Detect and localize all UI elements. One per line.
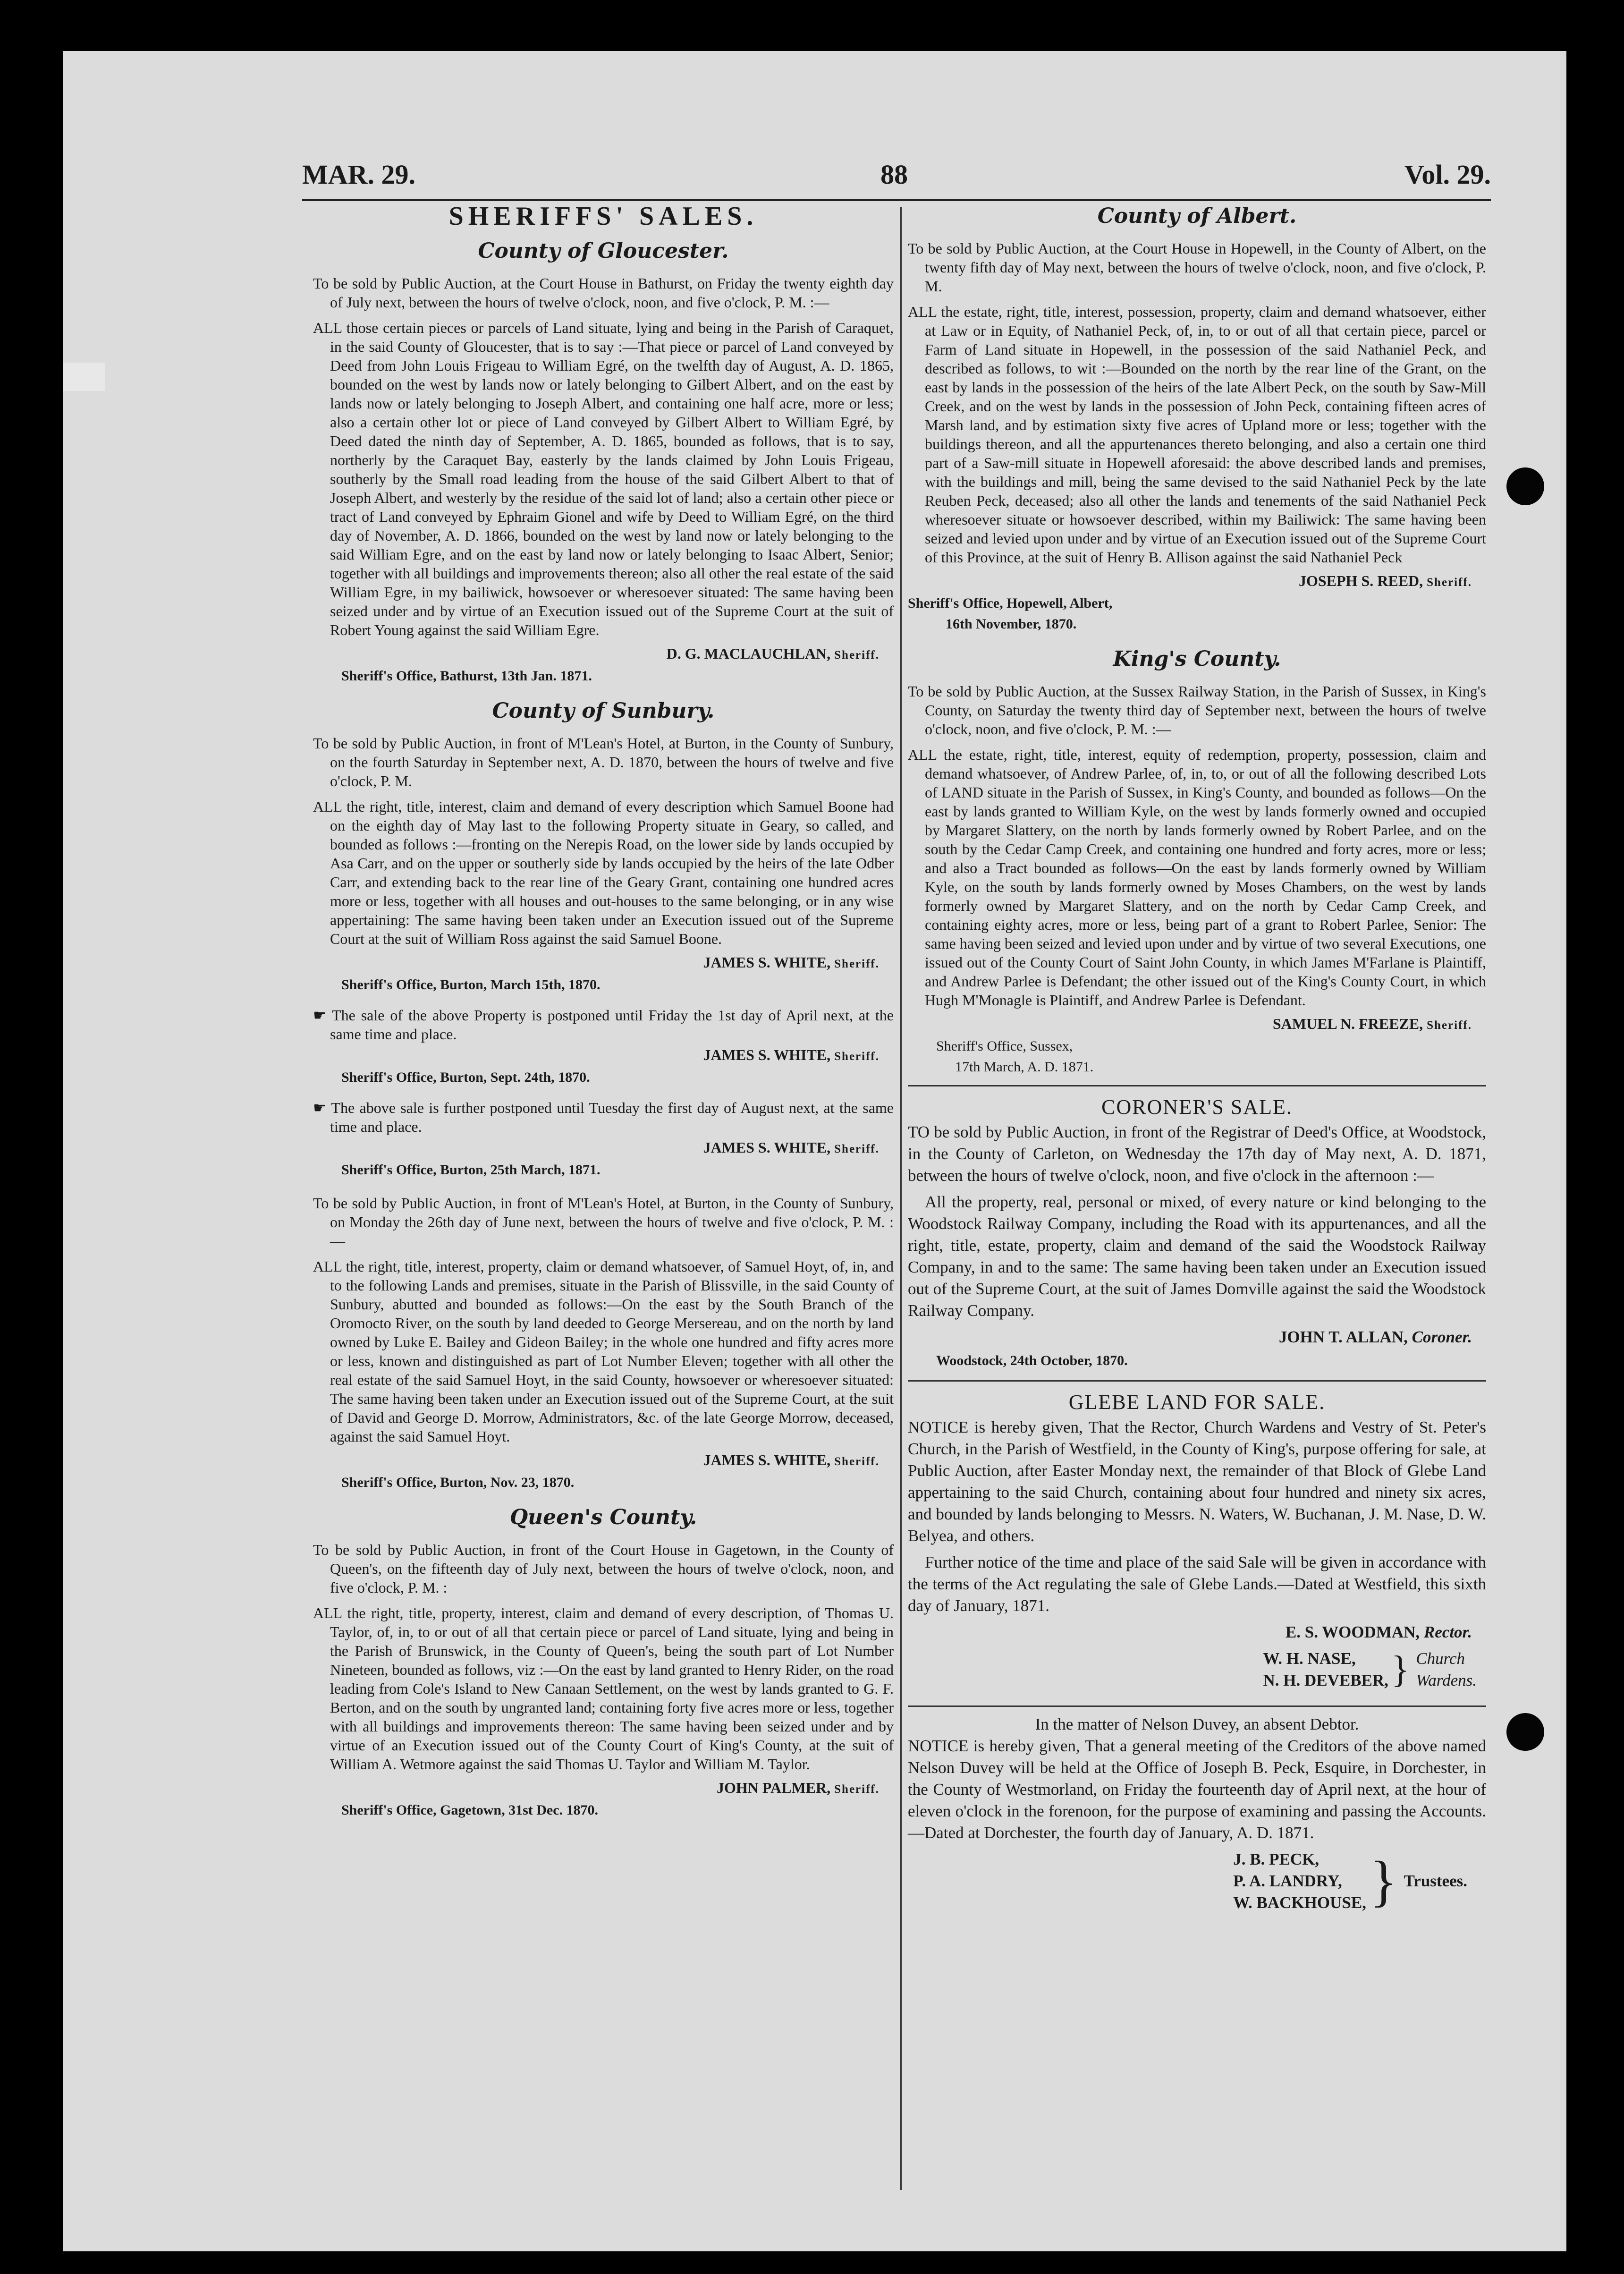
notice-title: In the matter of Nelson Duvey, an absent Debtor. bbox=[1035, 1715, 1359, 1733]
sale-intro: To be sold by Public Auction, at the Sussex Railway Station, in the Parish of Sussex, in King's County, on Saturday the twenty third day of September next, between the hours of twelve o'clock, noon, and five o'clock, P. M. :— bbox=[908, 683, 1486, 738]
sale-intro: To be sold by Public Auction, at the Court House in Bathurst, on Friday the twenty eighth day of July next, between the hours of twelve o'clock, noon, and five o'clock, P. M. :— bbox=[313, 275, 894, 311]
page-number: 88 bbox=[880, 159, 908, 190]
brace-icon: } bbox=[1391, 1649, 1410, 1690]
signature bbox=[313, 1138, 880, 1159]
signatory-role: Trustees. bbox=[1404, 1872, 1467, 1890]
office-line: 16th November, 1870. bbox=[946, 616, 1077, 632]
office-line: Sheriff's Office, Burton, 25th March, 1871. bbox=[341, 1162, 601, 1178]
office-line: Sheriff's Office, Burton, March 15th, 1870. bbox=[341, 977, 601, 993]
section-rule bbox=[908, 1380, 1486, 1382]
signatory-role: Sheriff. bbox=[834, 1143, 880, 1155]
sale-body: ALL those certain pieces or parcels of Land situate, lying and being in the Parish of Caraquet, in the said County of Gloucester, that is to say :—That piece or parcel of Land conveyed by Deed from John Louis Frigeau to William Egré, on the twelfth day of August, A. D. 1865, bounded on the west by lands now or lately belonging to Gilbert Albert, and on the east by lands now or lately belonging to Joseph Albert, and containing one half acre, more or less; also a certain other lot or piece of Land conveyed by Gilbert Albert to William Egré, by Deed dated the ninth day of September, A. D. 1865, bounded as follows, that is to say, northerly by the Caraquet Bay, easterly by the lands claimed by John Louis Frigeau, southerly by the Small road leading from the house of the said Gilbert Albert to that of Joseph Albert, and westerly by the residue of the said lot of land; also a certain other piece or tract of Land conveyed by Ephraim Gionel and wife by Deed to William Egré, on the third day of November, A. D. 1866, bounded on the west by land now or lately belonging to the said William Egre, and on the east by land now or lately belonging to Isaac Albert, Senior; together with all buildings and improvements thereon; also all other the real estate of the said William Egre, in my bailiwick, howsoever or wheresoever situated: The same having been seized under and by virtue of an Execution issued out of the Supreme Court at the suit of Robert Young against the said William Egre. bbox=[313, 319, 894, 638]
trustees-signatures bbox=[908, 1849, 1467, 1914]
signatory: JOSEPH S. REED, bbox=[1298, 572, 1423, 589]
signatory: JAMES S. WHITE, bbox=[703, 954, 831, 971]
signature bbox=[313, 644, 880, 665]
wardens-signatures bbox=[908, 1648, 1477, 1691]
sale-body: ALL the right, title, interest, claim and demand of every description which Samuel Boone had on the eighth day of May last to the following Property situate in Geary, so called, and bounded as follows :—fronting on the Nerepis Road, on the lower side by lands occupied by Asa Carr, and on the upper or southerly side by lands occupied by the heirs of the late Odber Carr, and extending back to the rear line of the Geary Grant, containing one hundred acres more or less, together with all houses and out-houses to the same belonging, or in any wise appertaining: The same having been taken under an Execution issued out of the Supreme Court at the suit of William Ross against the said Samuel Boone. bbox=[313, 798, 894, 947]
warden-names bbox=[1263, 1648, 1388, 1691]
signatory: W. BACKHOUSE, bbox=[1233, 1893, 1366, 1912]
signatory: JAMES S. WHITE, bbox=[703, 1046, 831, 1063]
signatory-role: Sheriff. bbox=[834, 1050, 880, 1063]
notice-title: CORONER'S SALE. bbox=[1101, 1095, 1293, 1119]
postponement-notice bbox=[313, 1006, 894, 1044]
signatory: JOHN T. ALLAN, bbox=[1278, 1328, 1408, 1346]
county-heading: County of Gloucester. bbox=[478, 239, 729, 263]
office-line: Sheriff's Office, Burton, Nov. 23, 1870. bbox=[341, 1475, 575, 1490]
page-edge-tab bbox=[63, 363, 105, 391]
notice-body: NOTICE is hereby given, That a general meeting of the Creditors of the above named Nelson Duvey will be held at the Office of Joseph B. Peck, Esquire, in Dorchester, in the County of Westmorland, on Friday the fourteenth day of April next, at the hour of eleven o'clock in the forenoon, for the purpose of examining and passing the Accounts.—Dated at Dorchester, the fourth day of January, A. D. 1871. bbox=[908, 1737, 1486, 1842]
warden-roles bbox=[1416, 1648, 1477, 1691]
binding-hole bbox=[1506, 467, 1544, 505]
signatory-role: Sheriff. bbox=[834, 958, 880, 970]
sale-intro: To be sold by Public Auction, in front of M'Lean's Hotel, at Burton, in the County of Sunbury, on Monday the 26th day of June next, between the hours of twelve and five o'clock, P. M. :— bbox=[313, 1195, 894, 1249]
county-heading: King's County. bbox=[1113, 647, 1281, 671]
county-heading: County of Sunbury. bbox=[492, 699, 715, 723]
header-rule bbox=[302, 199, 1491, 201]
office-line: Sheriff's Office, Burton, Sept. 24th, 1870. bbox=[341, 1069, 590, 1085]
signatory: SAMUEL N. FREEZE, bbox=[1272, 1015, 1423, 1032]
signatory: JAMES S. WHITE, bbox=[703, 1139, 831, 1156]
column-divider bbox=[900, 207, 902, 2190]
signature bbox=[908, 1326, 1472, 1348]
signature bbox=[313, 1778, 880, 1799]
left-column bbox=[313, 202, 894, 1828]
section-rule bbox=[908, 1706, 1486, 1707]
office-line: Sheriff's Office, Hopewell, Albert, bbox=[908, 595, 1113, 611]
sale-intro: To be sold by Public Auction, in front of M'Lean's Hotel, at Burton, in the County of Sunbury, on the fourth Saturday in September next, A. D. 1870, between the hours of twelve and five o'clock, P. M. bbox=[313, 735, 894, 789]
brace-icon: } bbox=[1370, 1850, 1397, 1912]
signatory-role: Sheriff. bbox=[1427, 1019, 1472, 1032]
postponement-text: The above sale is further postponed until Tuesday the first day of August next, at the same time and place. bbox=[330, 1099, 894, 1135]
signatory-role: Sheriff. bbox=[1427, 576, 1472, 589]
notice-body: Further notice of the time and place of the said Sale will be given in accordance with the terms of the Act regulating the sale of Glebe Lands.—Dated at Westfield, this sixth day of January, 1871. bbox=[908, 1553, 1486, 1615]
county-heading: Queen's County. bbox=[509, 1505, 697, 1529]
sale-body: ALL the right, title, property, interest, claim and demand of every description, of Thomas U. Taylor, of, in, to or out of all that certain piece or parcel of Land situate, lying and being in the Parish of Brunswick, in the County of Queen's, being the south part of Lot Number Nineteen, bounded as follows, viz :—On the east by land granted to Henry Rider, on the road leading from Cole's Island to New Canaan Settlement, on the west by lands granted to G. F. Berton, and on the south by ungranted land; containing forty five acres more or less, together with all buildings and improvements thereon: The same having been seized under and by virtue of an Execution issued out of the County Court of King's County, at the suit of William A. Wetmore against the said Thomas U. Taylor and William M. Taylor. bbox=[313, 1604, 894, 1773]
issue-date: MAR. 29. bbox=[302, 159, 416, 190]
signatory: JAMES S. WHITE, bbox=[703, 1451, 831, 1468]
signatory: E. S. WOODMAN, bbox=[1285, 1623, 1420, 1641]
signatory: JOHN PALMER, bbox=[716, 1779, 831, 1796]
county-heading: County of Albert. bbox=[1097, 204, 1297, 228]
notice-title: GLEBE LAND FOR SALE. bbox=[1068, 1391, 1326, 1414]
sale-body: ALL the right, title, interest, property, claim or demand whatsoever, of Samuel Hoyt, of, in, and to the following Lands and premises, situate in the Parish of Blissville, in the said County of Sunbury, abutted and bounded as follows:—On the east by the South Branch of the Oromocto River, on the south by land deeded to George Mersereau, and on the north by land owned by Luke E. Bailey and Gideon Bailey; in the whole one hundred and fifty acres more or less, known and distinguished as part of Lot Number Eleven; together with all other the real estate of the said Samuel Hoyt, in the said County, howsoever or wheresoever situated: The same having been taken under an Execution issued out of the Supreme Court, at the suit of David and George D. Morrow, Administrators, &c. of the late George Morrow, deceased, against the said Samuel Hoyt. bbox=[313, 1258, 894, 1445]
office-line: 17th March, A. D. 1871. bbox=[955, 1059, 1094, 1075]
signatory-role: Rector. bbox=[1423, 1623, 1472, 1641]
office-line: Woodstock, 24th October, 1870. bbox=[936, 1353, 1128, 1368]
signatory-role: Wardens. bbox=[1416, 1671, 1477, 1689]
sale-intro: TO be sold by Public Auction, in front of the Registrar of Deed's Office, at Woodstock, in the County of Carleton, on Wednesday the 17th day of May next, A. D. 1871, between the hours of twelve o'clock, noon, and five o'clock in the afternoon :— bbox=[908, 1123, 1486, 1185]
signature bbox=[313, 953, 880, 974]
section-rule bbox=[908, 1085, 1486, 1086]
signatory: W. H. NASE, bbox=[1263, 1649, 1356, 1668]
postponement-notice bbox=[313, 1098, 894, 1136]
signatory-role: Church bbox=[1416, 1649, 1465, 1668]
office-line: Sheriff's Office, Sussex, bbox=[936, 1038, 1073, 1054]
signature bbox=[313, 1451, 880, 1471]
signatory-role: Sheriff. bbox=[834, 649, 880, 662]
signatory: N. H. DEVEBER, bbox=[1263, 1671, 1388, 1689]
section-title: SHERIFFS' SALES. bbox=[448, 202, 758, 231]
right-column bbox=[908, 204, 1486, 1914]
signature bbox=[908, 1621, 1472, 1643]
newspaper-page bbox=[63, 51, 1566, 2251]
signature bbox=[908, 1014, 1472, 1035]
binding-hole bbox=[1506, 1713, 1544, 1751]
sale-body: ALL the estate, right, title, interest, equity of redemption, property, possession, claim and demand whatsoever, of Andrew Parlee, of, in, to, or out of all the following described Lots of LAND situate in the Parish of Sussex, in King's County, and bounded as follows—On the east by lands granted to William Kyle, on the west by lands formerly owned and occupied by Margaret Slattery, on the north by lands formerly owned by Robert Parlee, and on the south by the Cedar Camp Creek, and containing one hundred and forty acres, more or less; and also a Tract bounded as follows—On the east by lands formerly owned by William Kyle, on the south by lands formerly owned by Moses Chambers, on the west by lands formerly owned by Margaret Slattery, and on the north by Cedar Camp Creek, and containing eighty acres, more or less, being part of a grant to Robert Parlee, Senior: The same having been seized and levied upon under and by virtue of two several Executions, one issued out of the County Court of Saint John County, in which James M'Farlane is Plaintiff, and Andrew Parlee is Defendant; the other issued out of the King's County Court, in which Hugh M'Monagle is Plaintiff, and Andrew Parlee is Defendant. bbox=[908, 746, 1486, 1009]
office-line: Sheriff's Office, Bathurst, 13th Jan. 1871. bbox=[341, 668, 592, 684]
trustee-names bbox=[1233, 1849, 1366, 1914]
sale-body: All the property, real, personal or mixed, of every nature or kind belonging to the Woodstock Railway Company, including the Road with its appurtenances, and all the right, title, estate, property, claim and demand of the said the Woodstock Railway Company, in and to the same: The same having been taken under an Execution issued out of the Supreme Court, at the suit of James Domville against the said the Woodstock Railway Company. bbox=[908, 1193, 1486, 1320]
signatory: D. G. MACLAUCHLAN, bbox=[666, 645, 831, 662]
sale-body: ALL the estate, right, title, interest, possession, property, claim and demand whatsoever, either at Law or in Equity, of Nathaniel Peck, of, in, to or out of all that certain piece, parcel or Farm of Land situate in Hopewell, in the possession of the said Nathaniel Peck, and described as follows, to wit :—Bounded on the north by the rear line of the Grant, on the east by lands in the possession of the heirs of the late Albert Peck, on the south by Saw-Mill Creek, and on the west by lands in the possession of John Peck, containing fifteen acres of Marsh land, and by estimation sixty five acres of Upland more or less; together with the buildings thereon, and all the appurtenances thereto belonging, and also a certain one third part of a Saw-mill situate in Hopewell aforesaid: the above described lands and premises, with the buildings and mill, being the same devised to the said Nathaniel Peck by the late Reuben Peck, deceased; also all other the lands and tenements of the said Nathaniel Peck wheresoever situate or howsoever described, within my Bailiwick: The same having been seized and levied upon under and by virtue of an Execution issued out of the Supreme Court of this Province, at the suit of Henry B. Allison against the said Nathaniel Peck bbox=[908, 303, 1486, 566]
office-line: Sheriff's Office, Gagetown, 31st Dec. 1870. bbox=[341, 1802, 599, 1818]
signatory: P. A. LANDRY, bbox=[1233, 1872, 1342, 1890]
pointing-hand-icon: ☛ bbox=[313, 1099, 331, 1116]
volume: Vol. 29. bbox=[1404, 159, 1491, 190]
pointing-hand-icon: ☛ bbox=[313, 1007, 332, 1024]
signature bbox=[313, 1045, 880, 1066]
postponement-text: The sale of the above Property is postponed until Friday the 1st day of April next, at the same time and place. bbox=[330, 1007, 894, 1043]
notice-body: NOTICE is hereby given, That the Rector, Church Wardens and Vestry of St. Peter's Church, in the Parish of Westfield, in the County of King's, purpose offering for sale, at Public Auction, after Easter Monday next, the remainder of that Block of Glebe Land appertaining to the said Church, containing about four hundred and ninety six acres, and bounded by lands belonging to Messrs. N. Waters, W. Buchanan, J. M. Nase, D. W. Belyea, and others. bbox=[908, 1418, 1486, 1545]
sale-intro: To be sold by Public Auction, in front of the Court House in Gagetown, in the County of Queen's, on the fifteenth day of July next, between the hours of twelve o'clock, noon, and five o'clock, P. M. : bbox=[313, 1541, 894, 1596]
sale-intro: To be sold by Public Auction, at the Court House in Hopewell, in the County of Albert, on the twenty fifth day of May next, between the hours of twelve o'clock, noon, and five o'clock, P. M. bbox=[908, 240, 1486, 295]
signatory-role: Coroner. bbox=[1412, 1328, 1472, 1346]
signatory: J. B. PECK, bbox=[1233, 1850, 1320, 1868]
signatory-role: Sheriff. bbox=[834, 1783, 880, 1796]
signature bbox=[908, 571, 1472, 592]
page-header bbox=[302, 159, 1491, 196]
signatory-role: Sheriff. bbox=[834, 1455, 880, 1468]
